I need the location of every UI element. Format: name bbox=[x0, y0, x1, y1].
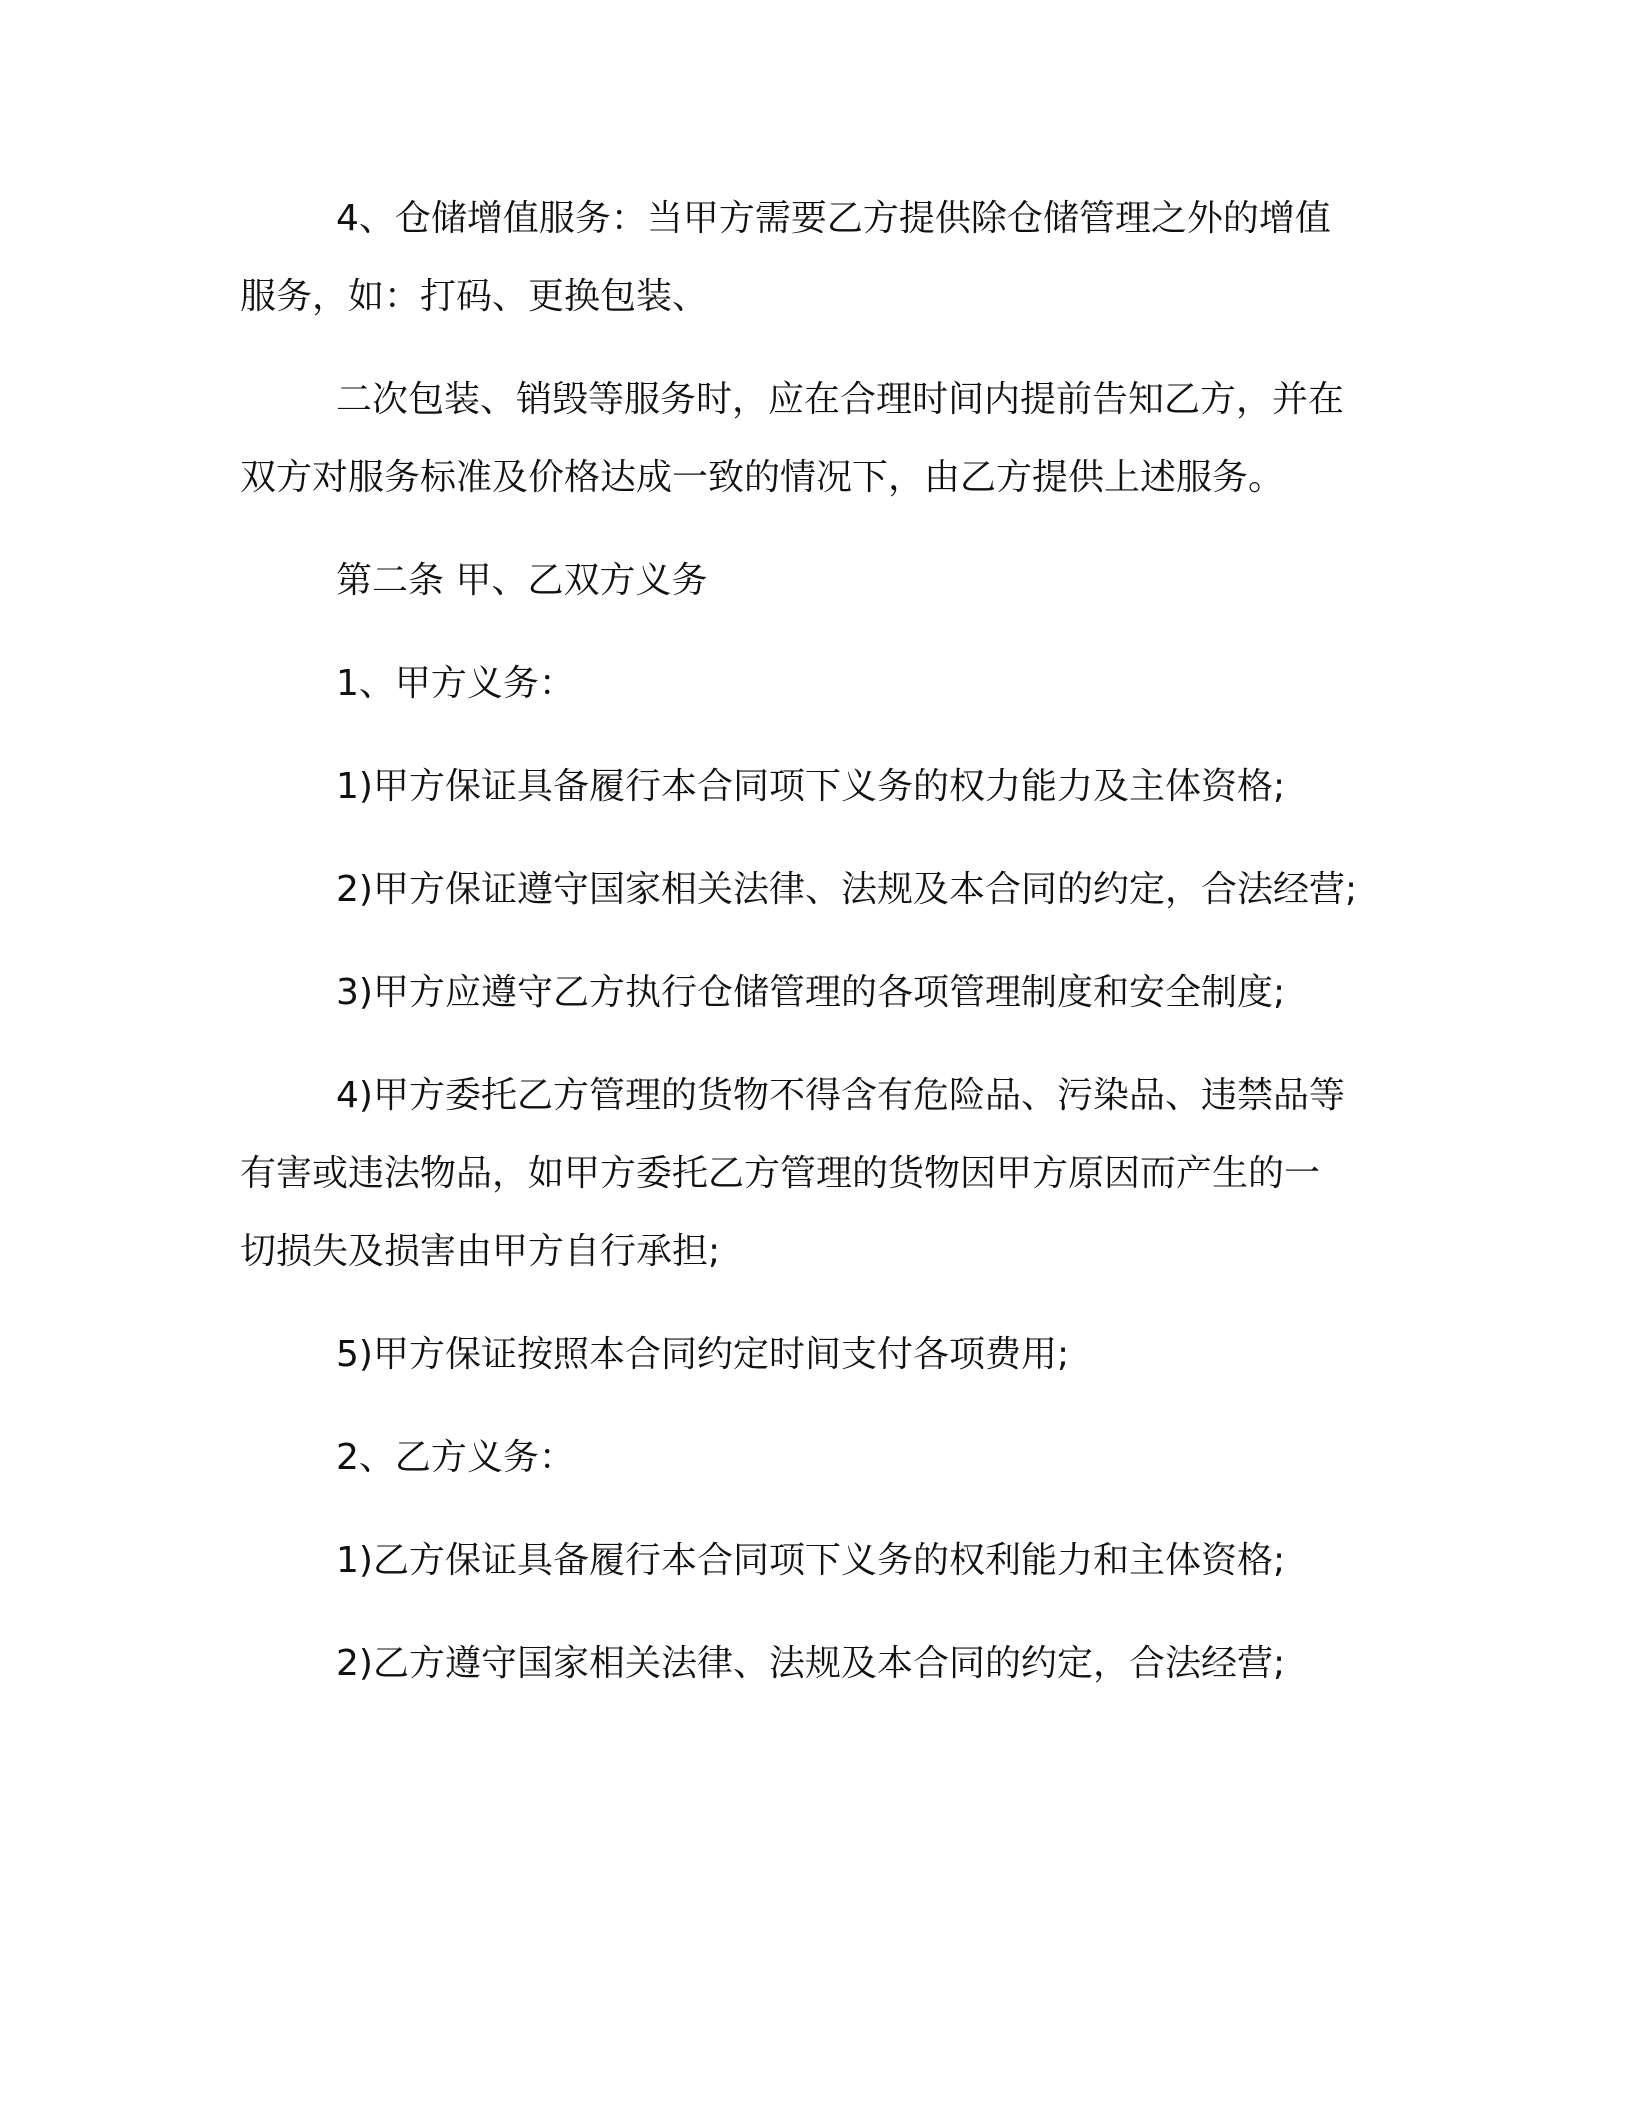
paragraph-line: 4、仓储增值服务：当甲方需要乙方提供除仓储管理之外的增值 bbox=[336, 198, 1331, 239]
clause-item bbox=[240, 748, 1390, 826]
paragraph-value-added-services bbox=[240, 180, 1390, 336]
paragraph-line: 2、乙方义务： bbox=[336, 1437, 575, 1478]
paragraph-line: 4)甲方委托乙方管理的货物不得含有危险品、污染品、违禁品等 bbox=[336, 1075, 1345, 1116]
section-heading-party-b bbox=[240, 1419, 1390, 1497]
paragraph-line: 2)乙方遵守国家相关法律、法规及本合同的约定，合法经营; bbox=[336, 1643, 1286, 1684]
paragraph-line: 双方对服务标准及价格达成一致的情况下，由乙方提供上述服务。 bbox=[240, 457, 1285, 498]
paragraph-secondary-packaging bbox=[240, 361, 1390, 517]
paragraph-line: 1、甲方义务： bbox=[336, 663, 575, 704]
paragraph-line: 5)甲方保证按照本合同约定时间支付各项费用; bbox=[336, 1334, 1070, 1375]
paragraph-line: 1)乙方保证具备履行本合同项下义务的权利能力和主体资格; bbox=[336, 1540, 1286, 1581]
paragraph-line: 3)甲方应遵守乙方执行仓储管理的各项管理制度和安全制度; bbox=[336, 972, 1286, 1013]
document-body bbox=[240, 180, 1390, 1728]
clause-item bbox=[240, 954, 1390, 1032]
paragraph-line: 第二条 甲、乙双方义务 bbox=[336, 560, 708, 601]
clause-item bbox=[240, 1057, 1390, 1291]
clause-item bbox=[240, 1316, 1390, 1394]
paragraph-line: 服务，如：打码、更换包装、 bbox=[240, 276, 709, 317]
paragraph-line: 切损失及损害由甲方自行承担; bbox=[240, 1231, 721, 1272]
paragraph-line: 1)甲方保证具备履行本合同项下义务的权力能力及主体资格; bbox=[336, 766, 1286, 807]
article-heading bbox=[240, 542, 1390, 620]
paragraph-line: 二次包装、销毁等服务时，应在合理时间内提前告知乙方，并在 bbox=[336, 379, 1345, 420]
paragraph-line: 2)甲方保证遵守国家相关法律、法规及本合同的约定，合法经营; bbox=[336, 869, 1358, 910]
clause-item bbox=[240, 851, 1390, 929]
clause-item bbox=[240, 1625, 1390, 1703]
clause-item bbox=[240, 1522, 1390, 1600]
paragraph-line: 有害或违法物品，如甲方委托乙方管理的货物因甲方原因而产生的一 bbox=[240, 1153, 1321, 1194]
section-heading-party-a bbox=[240, 645, 1390, 723]
